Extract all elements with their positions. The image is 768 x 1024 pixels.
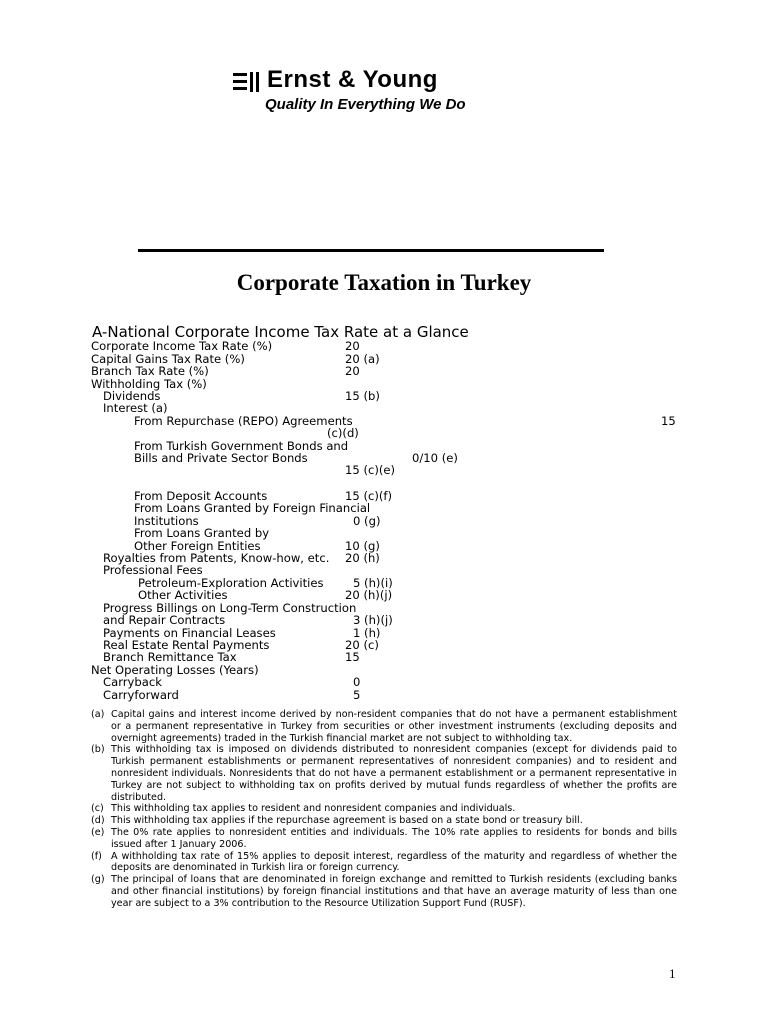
rate-label: Carryforward (103, 688, 179, 702)
rate-label: Institutions (134, 514, 199, 528)
rate-label: From Turkish Government Bonds and (134, 439, 349, 453)
rate-label: Dividends (103, 389, 161, 403)
rate-label: Corporate Income Tax Rate (%) (91, 339, 273, 353)
rate-value: 20 (c) (345, 638, 379, 652)
ey-bars-icon (233, 72, 261, 92)
footnote-text: The 0% rate applies to nonresident entities and individuals. The 10% rate applies to residents for bonds and bills issued after 1 January 2006. (111, 826, 677, 850)
footnote-label: (c) (91, 803, 104, 815)
rate-value: 3 (h)(j) (353, 613, 393, 627)
page-number: 1 (669, 966, 676, 981)
logo-wordmark: Ernst & Young (267, 66, 438, 93)
rate-label: Branch Tax Rate (%) (91, 364, 209, 378)
rate-value: 15 (661, 414, 676, 428)
footnote (91, 851, 677, 875)
rate-label: Royalties from Patents, Know-how, etc. (103, 551, 330, 565)
footnote-text: The principal of loans that are denominated in foreign exchange and remitted to Turkish residents (excluding banks and other financial institutions) by foreign financial institutions and that have an average maturity of less than one year are subject to a 3% contribution to the Resource Utilization Support Fund (RUSF). (111, 874, 677, 909)
rate-value: 5 (h)(i) (353, 576, 393, 590)
rate-value: 20 (345, 364, 360, 378)
footnote-text: This withholding tax is imposed on dividends distributed to nonresident companies (except for dividends paid to Turkish permanent establishments or permanent representatives of nonresident companies) and to resident and nonresident individuals. Nonresidents that do not have a permanent establishment or a permanent representative in Turkey are not subject to withholding tax on profits derived by mutual funds regardless of whether the profits are distributed. (111, 744, 677, 803)
rate-value: 0/10 (e) (412, 451, 458, 465)
rate-value: 1 (h) (353, 626, 381, 640)
footnote-text: This withholding tax applies if the repurchase agreement is based on a state bond or treasury bill. (111, 815, 583, 827)
footnote-text: This withholding tax applies to resident and nonresident companies and individuals. (111, 803, 516, 815)
footnotes (91, 709, 677, 910)
footnote (91, 803, 677, 815)
footnote-text: Capital gains and interest income derived by non-resident companies that do not have a permanent establishment or a permanent representative in Turkey from securities or other investment instruments (excluding deposits and overnight agreements) traded in the Turkish financial market are not subject to withholding tax. (111, 709, 677, 744)
rate-value: 0 (g) (353, 514, 381, 528)
rate-value: 5 (353, 688, 361, 702)
rate-value: 20 (345, 339, 360, 353)
rate-label: Interest (a) (103, 401, 168, 415)
footnote (91, 874, 677, 909)
footnote-label: (b) (91, 744, 105, 756)
footnote (91, 709, 677, 744)
footnote-label: (f) (91, 850, 102, 862)
rate-label: Other Activities (138, 588, 228, 602)
rate-value: 0 (353, 675, 361, 689)
footnote-label: (g) (91, 874, 105, 886)
footnote (91, 827, 677, 851)
footnote-label: (e) (91, 826, 105, 838)
rate-label: From Deposit Accounts (134, 489, 268, 503)
rate-label: Professional Fees (103, 563, 203, 577)
footnote-text: A withholding tax rate of 15% applies to deposit interest, regardless of the maturity and regardless of whether the deposits are denominated in Turkish lira or foreign currency. (111, 850, 677, 874)
rate-label: From Repurchase (REPO) Agreements (134, 414, 353, 428)
title-divider (138, 249, 604, 252)
footnote-label: (a) (91, 709, 105, 720)
rate-value: 20 (h) (345, 551, 380, 565)
footnote-label: (d) (91, 815, 105, 827)
rate-value: 10 (g) (345, 539, 380, 553)
rate-label: Net Operating Losses (Years) (91, 663, 259, 677)
logo-tagline: Quality In Everything We Do (265, 96, 466, 113)
rate-value-continued: 15 (c)(e) (345, 463, 396, 477)
rate-label: Petroleum-Exploration Activities (138, 576, 324, 590)
rate-label: Capital Gains Tax Rate (%) (91, 352, 245, 366)
rate-value: 15 (b) (345, 389, 380, 403)
rate-label: Carryback (103, 675, 162, 689)
page-title: Corporate Taxation in Turkey (236, 270, 532, 295)
rate-label: Progress Billings on Long-Term Construction (103, 601, 357, 615)
rate-label: Bills and Private Sector Bonds (134, 451, 308, 465)
ernst-young-logo (233, 68, 523, 118)
footnote (91, 815, 677, 827)
rate-value: 20 (a) (345, 352, 380, 366)
rate-value-continued: (c)(d) (327, 426, 359, 440)
section-heading: A-National Corporate Income Tax Rate at a Glance (92, 323, 469, 341)
rate-label: From Loans Granted by Foreign Financial (134, 501, 371, 515)
rate-label: Branch Remittance Tax (103, 650, 237, 664)
rate-value: 15 (c)(f) (345, 489, 392, 503)
rate-label: Withholding Tax (%) (91, 377, 207, 391)
footnote (91, 744, 677, 803)
rate-label: Other Foreign Entities (134, 539, 261, 553)
rate-label: Payments on Financial Leases (103, 626, 276, 640)
rate-value: 15 (345, 650, 360, 664)
rate-value: 20 (h)(j) (345, 588, 393, 602)
rate-label: and Repair Contracts (103, 613, 226, 627)
rate-label: Real Estate Rental Payments (103, 638, 270, 652)
rate-label: From Loans Granted by (134, 526, 270, 540)
